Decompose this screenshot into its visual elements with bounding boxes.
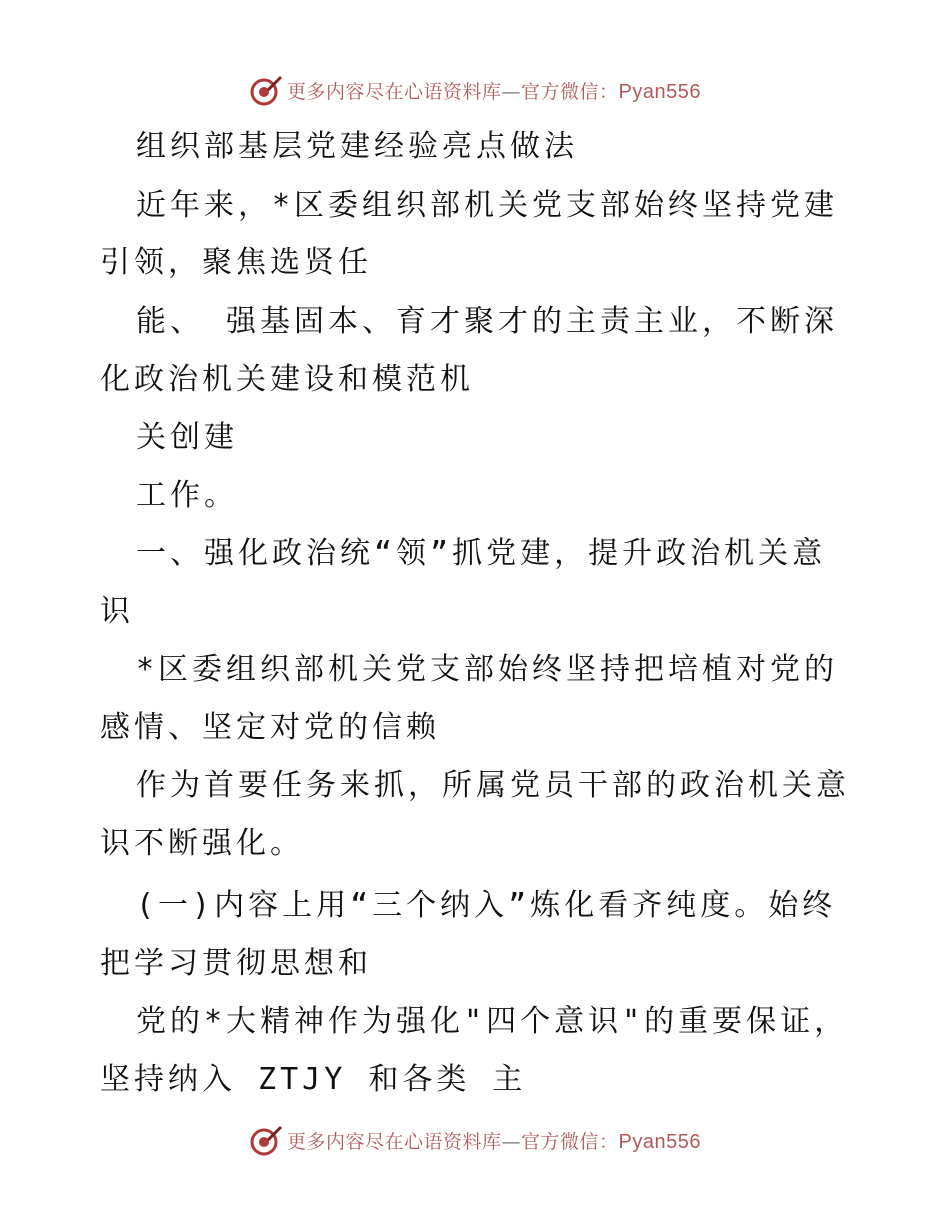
watermark-text: 更多内容尽在心语资料库 [287,1130,502,1153]
paragraph-line: 感情、坚定对党的信赖 [100,710,440,745]
watermark-id: Pyan556 [618,1130,701,1153]
watermark-suffix: 官方微信： [521,80,619,103]
paragraph-line: 能、 强基固本、育才聚才的主责主业，不断深 [136,304,839,339]
watermark-banner-top [0,72,950,108]
quill-seal-icon [249,1123,283,1157]
section-heading-cont: 识 [100,594,134,629]
document-title: 组织部基层党建经验亮点做法 [136,129,578,164]
paragraph-line: 识不断强化。 [100,826,304,861]
paragraph-line: 近年来，*区委组织部机关党支部始终坚持党建 [136,188,839,223]
watermark-text: 更多内容尽在心语资料库 [287,80,502,103]
paragraph-line: 把学习贯彻思想和 [100,946,372,981]
quill-seal-icon [249,73,283,107]
watermark-separator: — [501,80,522,103]
watermark-separator: — [501,1130,522,1153]
paragraph-line: 引领，聚焦选贤任 [100,245,372,280]
paragraph-line: 工作。 [136,478,238,513]
subsection-heading: (一)内容上用“三个纳入”炼化看齐纯度。始终 [136,888,837,923]
watermark-id: Pyan556 [618,80,701,103]
paragraph-line: 党的*大精神作为强化"四个意识"的重要保证， [136,1004,849,1039]
paragraph-line: 坚持纳入 ZTJY 和各类 主 [100,1062,527,1097]
paragraph-line: 关创建 [136,420,238,455]
watermark-suffix: 官方微信： [521,1130,619,1153]
watermark-banner-bottom [0,1122,950,1158]
paragraph-line: 化政治机关建设和模范机 [100,362,474,397]
paragraph-line: 作为首要任务来抓，所属党员干部的政治机关意 [136,768,850,803]
section-heading: 一、强化政治统“领”抓党建，提升政治机关意 [136,536,827,571]
paragraph-line: *区委组织部机关党支部始终坚持把培植对党的 [136,652,839,687]
